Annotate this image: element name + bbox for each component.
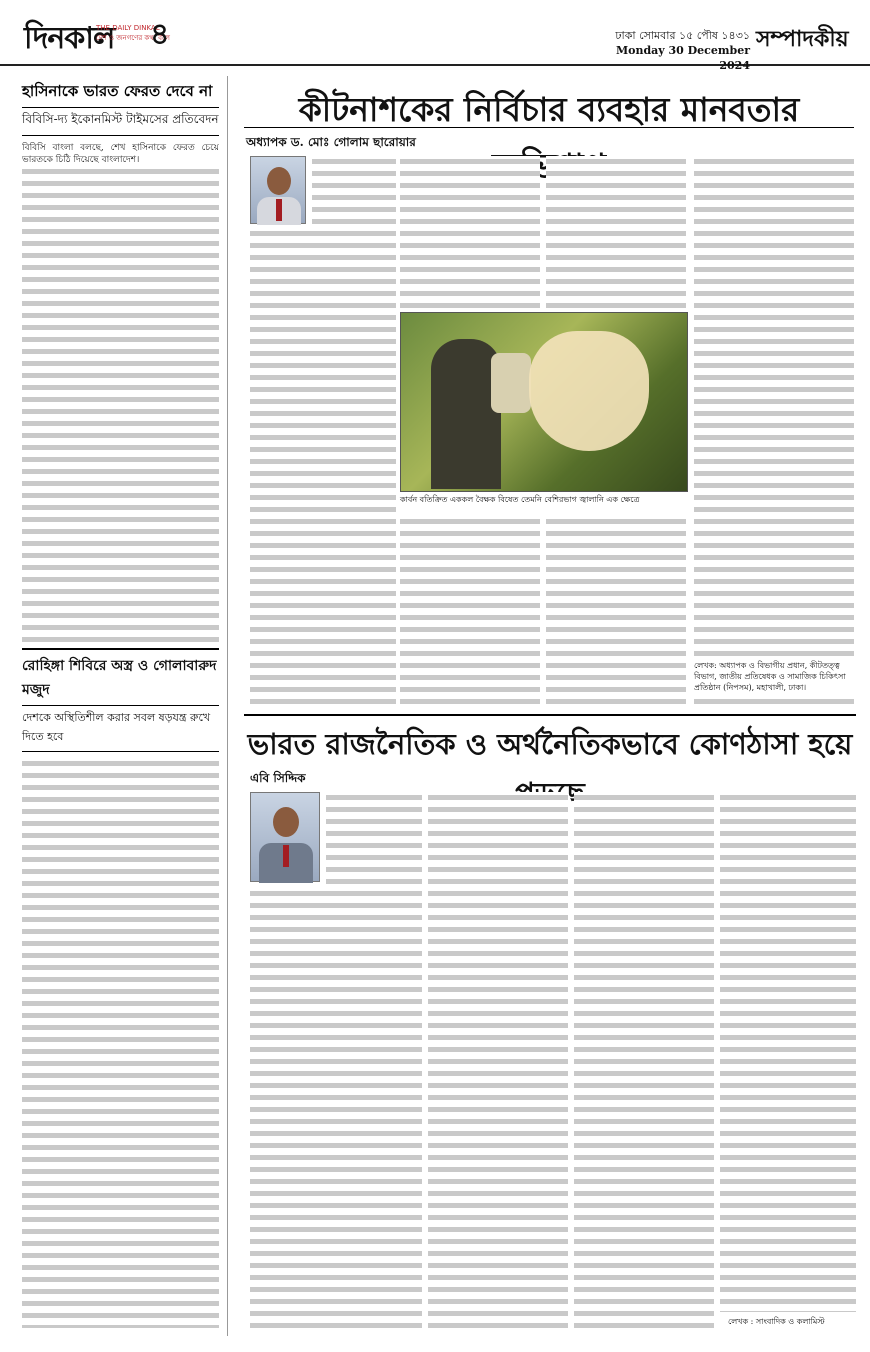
logo-tag-en: THE DAILY DINKAL bbox=[96, 24, 160, 32]
article-headline: হাসিনাকে ভারত ফেরত দেবে না bbox=[22, 76, 219, 108]
body-text-lines-2 bbox=[22, 758, 219, 1328]
main-col-4 bbox=[694, 156, 854, 708]
article-source: বিবিসি-দ্য ইকোনমিস্ট টাইমসের প্রতিবেদন bbox=[22, 108, 219, 136]
masthead bbox=[0, 0, 870, 72]
author-tie bbox=[276, 199, 282, 221]
left-column bbox=[22, 76, 228, 1336]
photo-sprayer bbox=[491, 353, 531, 413]
second-col-1 bbox=[326, 792, 422, 884]
author-portrait bbox=[250, 156, 306, 224]
second-col-3 bbox=[574, 792, 714, 1334]
page-number: ৪ bbox=[150, 17, 170, 52]
article-source-2: দেশকে অস্থিতিশীল করার সবল ষড়যন্ত্র রুখে দিতে হবে bbox=[22, 706, 219, 752]
second-col-2 bbox=[428, 792, 568, 1334]
second-author-tie bbox=[283, 845, 289, 867]
photo-hand-graphic bbox=[529, 331, 649, 451]
main-col-1b bbox=[250, 228, 396, 708]
second-byline: এবি সিদ্দিক bbox=[250, 771, 306, 785]
second-headline: ভারত রাজনৈতিক ও অর্থনৈতিকভাবে কোণঠাসা হয়ে bbox=[247, 727, 853, 761]
article-headline-2: রোহিঙ্গা শিবিরে অস্ত্র ও গোলাবারুদ মজুদ bbox=[22, 648, 219, 706]
main-col-3b bbox=[546, 516, 686, 708]
photo-caption: কার্বন বতিক্রিত এককল বৈক্ষক বিষেত তেমনি বেশিরভাগ জ্বালানি এক ক্ষেত্রে bbox=[400, 495, 640, 504]
date-english: Monday 30 December 2024 bbox=[615, 44, 750, 72]
second-author-note: লেখক : সাংবাদিক ও কলামিস্ট bbox=[728, 1317, 825, 1326]
second-col-4 bbox=[720, 792, 856, 1312]
main-byline: অধ্যাপক ড. মোঃ গোলাম ছারোয়ার bbox=[246, 135, 416, 149]
main-col-2b bbox=[400, 516, 540, 708]
author-face bbox=[267, 167, 291, 195]
farmer-spraying-photo bbox=[400, 312, 688, 492]
section-title: সম্পাদকীয় bbox=[756, 22, 849, 59]
second-author-face bbox=[273, 807, 299, 837]
main-author-note: লেখক: অধ্যাপক ও বিভাগীয় প্রধান, কীটতত্ত্ব বিভাগ, জাতীয় প্রতিষেধক ও সামাজিক চিকিৎসা প্রতিষ্ঠান (নিপসম), মহাখালী, ঢাকা। bbox=[694, 660, 854, 693]
issue-date bbox=[590, 28, 750, 73]
logo-tag-bn: দেশ ও জনগণের কথা বলে bbox=[96, 34, 171, 42]
second-col-1b bbox=[250, 888, 422, 1334]
date-bangla: ঢাকা সোমবার ১৫ পৌষ ১৪৩১ bbox=[615, 29, 750, 42]
body-text-lines bbox=[22, 166, 219, 642]
article-body bbox=[22, 142, 219, 642]
main-headline: কীটনাশকের নির্বিচার ব্যবহার মানবতার bbox=[244, 84, 854, 128]
logo-text: দিনকাল bbox=[24, 21, 115, 56]
article-lead: বিবিসি বাংলা বলছে, শেখ হাসিনাকে ফেরত চেয়ে ভারতকে চিঠি দিয়েছে বাংলাদেশ। bbox=[22, 143, 219, 165]
main-col-2 bbox=[400, 156, 540, 308]
second-author-portrait bbox=[250, 792, 320, 882]
main-col-3 bbox=[546, 156, 686, 308]
